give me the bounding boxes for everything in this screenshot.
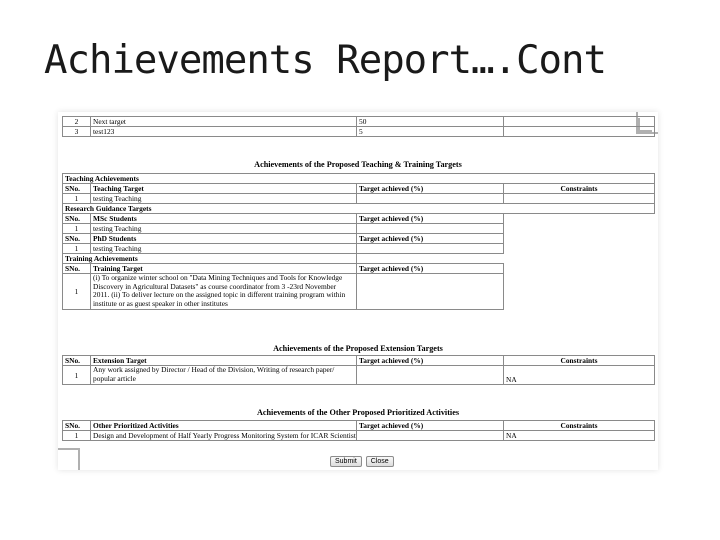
header-row (63, 214, 655, 224)
column-header: PhD Students (91, 234, 357, 244)
column-header: Teaching Target (91, 184, 357, 194)
empty-cell (504, 117, 655, 127)
target-cell: testing Teaching (91, 194, 357, 204)
slide-title: Achievements Report….Cont (44, 38, 606, 83)
column-header: Target achieved (%) (357, 264, 504, 274)
sno-cell: 1 (63, 431, 91, 441)
achieved-input[interactable] (357, 244, 504, 254)
sno-cell: 3 (63, 127, 91, 137)
empty-cell (504, 274, 655, 310)
corner-decoration (58, 448, 80, 470)
extension-table (62, 355, 655, 385)
sno-cell: 1 (63, 366, 91, 385)
sno-cell: 1 (63, 224, 91, 234)
empty-cell (504, 214, 655, 224)
close-button[interactable]: Close (366, 456, 394, 467)
table-row (63, 274, 655, 310)
targets-table (62, 116, 655, 137)
column-header: SNo. (63, 234, 91, 244)
value-cell: 5 (357, 127, 504, 137)
other-activities-table (62, 420, 655, 441)
training-heading: Training Achievements (63, 254, 357, 264)
teaching-heading: Teaching Achievements (63, 174, 655, 184)
column-header: SNo. (63, 184, 91, 194)
table-row (63, 117, 655, 127)
table-row (63, 194, 655, 204)
column-header: Extension Target (91, 356, 357, 366)
target-cell: test123 (91, 127, 357, 137)
constraints-cell[interactable]: NA (504, 431, 655, 441)
sno-cell: 1 (63, 274, 91, 310)
table-row (63, 127, 655, 137)
column-header: SNo. (63, 356, 91, 366)
value-cell: 50 (357, 117, 504, 127)
achieved-input[interactable] (357, 224, 504, 234)
target-cell: testing Teaching (91, 244, 357, 254)
empty-cell (504, 234, 655, 244)
header-row (63, 264, 655, 274)
sno-cell: 2 (63, 117, 91, 127)
teaching-table (62, 173, 655, 310)
column-header: Target achieved (%) (357, 214, 504, 224)
sno-cell: 1 (63, 244, 91, 254)
column-header: MSc Students (91, 214, 357, 224)
section-heading-row (63, 204, 655, 214)
research-heading: Research Guidance Targets (63, 204, 655, 214)
column-header: Constraints (504, 356, 655, 366)
form-buttons (330, 456, 394, 467)
target-cell: Next target (91, 117, 357, 127)
achieved-input[interactable] (357, 431, 504, 441)
empty-cell (357, 254, 504, 264)
target-cell: Any work assigned by Director / Head of the Division, Writing of research paper/ popular article (91, 366, 357, 385)
target-cell: (i) To organize winter school on "Data Mining Techniques and Tools for Knowledge Discovery in Agricultural Datasets" as course coordinator from 3 -23rd November 2011. (ii) To deliver lecture on the assigned topic in different training program within institute or as guest speaker in other institutes (91, 274, 357, 310)
empty-cell (504, 224, 655, 234)
column-header: Constraints (504, 184, 655, 194)
report-screenshot (58, 112, 658, 470)
empty-cell (504, 244, 655, 254)
column-header: Target achieved (%) (357, 356, 504, 366)
target-cell: testing Teaching (91, 224, 357, 234)
column-header: Other Prioritized Activities (91, 421, 357, 431)
column-header: Target achieved (%) (357, 234, 504, 244)
column-header: Constraints (504, 421, 655, 431)
achieved-input[interactable] (357, 274, 504, 310)
submit-button[interactable]: Submit (330, 456, 362, 467)
section-heading-row (63, 254, 655, 264)
header-row (63, 234, 655, 244)
column-header: SNo. (63, 264, 91, 274)
column-header: SNo. (63, 214, 91, 224)
teaching-section-title: Achievements of the Proposed Teaching & Training Targets (254, 160, 462, 169)
column-header: Training Target (91, 264, 357, 274)
table-row (63, 366, 655, 385)
table-row (63, 244, 655, 254)
empty-cell (504, 264, 655, 274)
sno-cell: 1 (63, 194, 91, 204)
target-cell: Design and Development of Half Yearly Progress Monitoring System for ICAR Scientist (91, 431, 357, 441)
extension-section-title: Achievements of the Proposed Extension Targets (273, 344, 443, 353)
achieved-input[interactable] (357, 366, 504, 385)
header-row (63, 421, 655, 431)
other-section-title: Achievements of the Other Proposed Prioritized Activities (256, 408, 460, 417)
table-row (63, 224, 655, 234)
column-header: Target achieved (%) (357, 421, 504, 431)
section-heading-row (63, 174, 655, 184)
header-row (63, 184, 655, 194)
column-header: Target achieved (%) (357, 184, 504, 194)
table-row (63, 431, 655, 441)
column-header: SNo. (63, 421, 91, 431)
constraints-cell[interactable]: NA (504, 366, 655, 385)
empty-cell (504, 127, 655, 137)
empty-cell (504, 254, 655, 264)
header-row (63, 356, 655, 366)
constraints-input[interactable] (504, 194, 655, 204)
achieved-input[interactable] (357, 194, 504, 204)
